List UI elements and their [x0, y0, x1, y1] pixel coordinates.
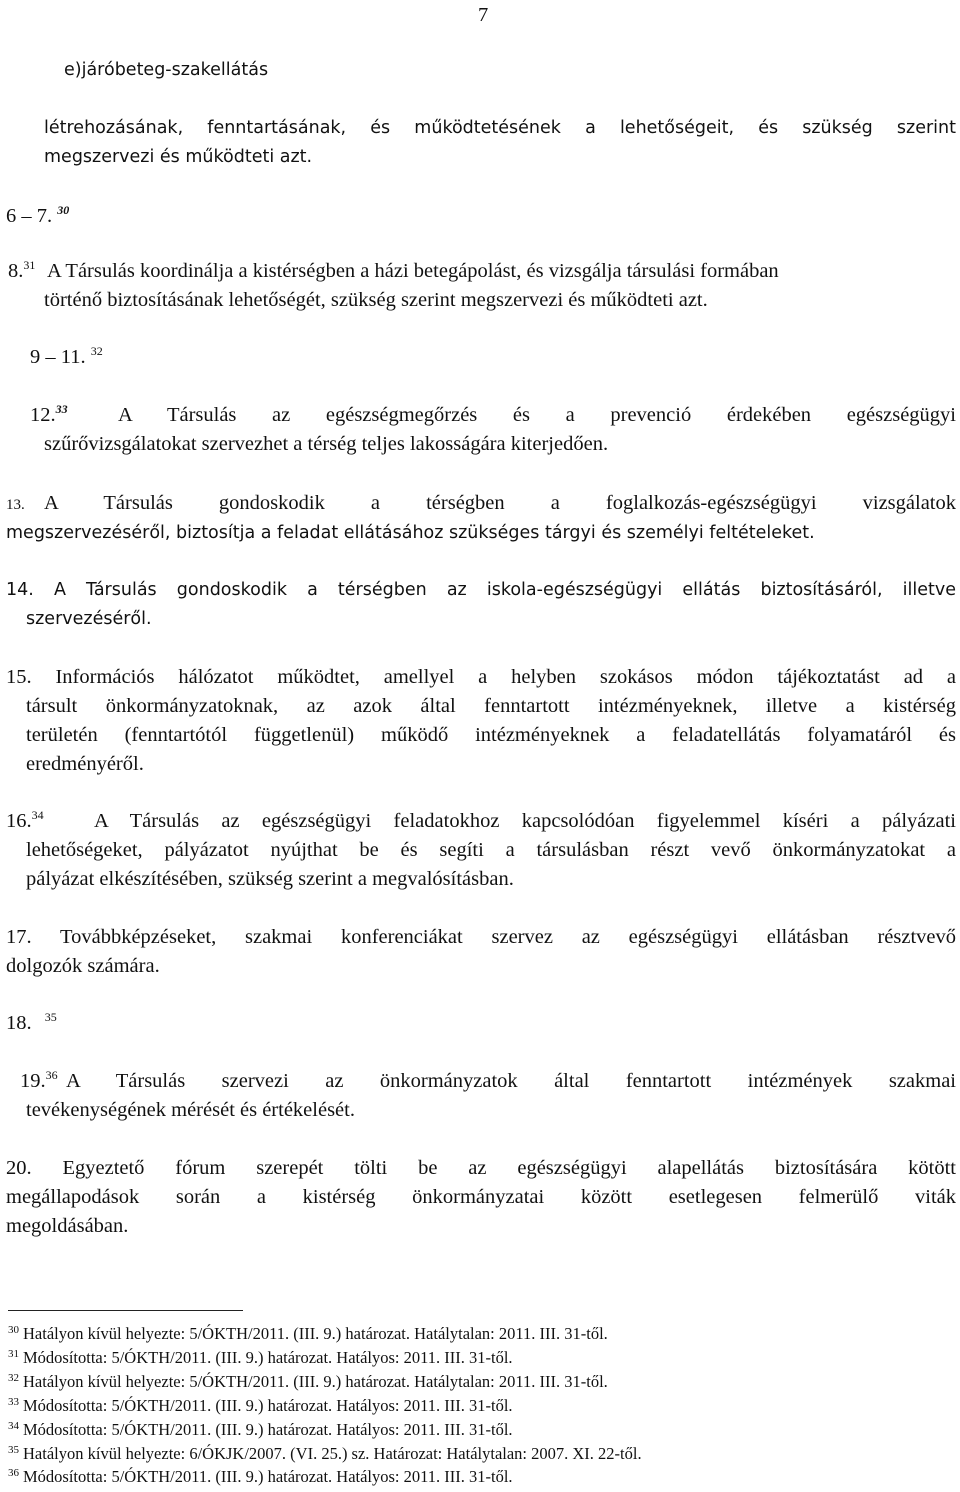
footnote-ref: 33 — [55, 402, 68, 417]
footnote-number: 32 — [8, 1371, 19, 1384]
point-8-number — [8, 258, 35, 284]
footnote-text: Módosította: 5/ÓKTH/2011. (III. 9.) határozat. Hatályos: 2011. III. 31-től. — [23, 1348, 513, 1367]
point-number: 6 – 7. — [6, 205, 53, 227]
footnote-ref: 30 — [57, 203, 70, 218]
paragraph-line: dolgozók számára. — [6, 955, 160, 977]
point-12-number — [30, 402, 68, 428]
paragraph-line: A Társulás koordinálja a kistérségben a házi betegápolást, és vizsgálja társulási formában — [47, 260, 779, 282]
point-18 — [6, 1010, 57, 1036]
point-16-number — [6, 808, 44, 834]
paragraph-line: A Társulás az egészségmegőrzés és a prevenció érdekében egészségügyi — [118, 404, 956, 426]
paragraph-line: 17. Továbbképzéseket, szakmai konferenciákat szervez az egészségügyi ellátásban résztvevő — [6, 926, 956, 948]
footnote — [8, 1468, 513, 1486]
point-number: 13. — [6, 497, 25, 513]
footnote-text: Módosította: 5/ÓKTH/2011. (III. 9.) határozat. Hatályos: 2011. III. 31-től. — [23, 1467, 513, 1486]
footnote-text: Módosította: 5/ÓKTH/2011. (III. 9.) határozat. Hatályos: 2011. III. 31-től. — [23, 1396, 513, 1415]
footnote-number: 34 — [8, 1419, 19, 1432]
footnote-number: 36 — [8, 1466, 19, 1479]
paragraph-line: pályázat elkészítésében, szükség szerint a megvalósításban. — [26, 868, 514, 890]
point-6-7 — [6, 203, 69, 229]
footnote-text: Hatályon kívül helyezte: 5/ÓKTH/2011. (III. 9.) határozat. Hatálytalan: 2011. III. 31-től. — [23, 1372, 608, 1391]
paragraph-e-line: megszervezi és működteti azt. — [44, 147, 313, 167]
paragraph-line: területén (fenntartótól függetlenül) működő intézményeknek a feladatellátás folyamatáról és — [26, 724, 956, 746]
paragraph-line: szűrővizsgálatokat szervezhet a térség teljes lakosságára kiterjedően. — [44, 433, 609, 455]
footnote — [8, 1325, 608, 1343]
paragraph-line: A Társulás az egészségügyi feladatokhoz kapcsolódóan figyelemmel kíséri a pályázati — [94, 810, 956, 832]
paragraph-line: történő biztosításának lehetőségét, szükség szerint megszervezi és működteti azt. — [44, 289, 708, 311]
point-number: 12. — [30, 404, 56, 426]
paragraph-line: megoldásában. — [6, 1215, 129, 1237]
footnote-number: 33 — [8, 1395, 19, 1408]
footnote-ref: 36 — [45, 1068, 58, 1083]
paragraph-line: társult önkormányzatoknak, az azok által fenntartott intézményeknek, illetve a kistérség — [26, 695, 956, 717]
paragraph-line: szervezéséről. — [26, 609, 152, 629]
paragraph-line: lehetőségeket, pályázatot nyújthat be és segíti a társulásban részt vevő önkormányzatokat a — [26, 839, 956, 861]
point-number: 9 – 11. — [30, 346, 86, 368]
paragraph-line: 15. Információs hálózatot működtet, amellyel a helyben szokásos módon tájékoztatást ad a — [6, 666, 956, 688]
paragraph-line: megállapodások során a kistérség önkormányzatai között esetlegesen felmerülő viták — [6, 1186, 956, 1208]
paragraph-line: 14. A Társulás gondoskodik a térségben az iskola-egészségügyi ellátás biztosításáról, illetve — [6, 580, 956, 600]
footnote — [8, 1421, 513, 1439]
footnote-number: 30 — [8, 1323, 19, 1336]
footnote — [8, 1445, 642, 1463]
paragraph-line: megszervezéséről, biztosítja a feladat ellátásához szükséges tárgyi és személyi feltételeket. — [6, 523, 815, 543]
paragraph-line: A Társulás szervezi az önkormányzatok által fenntartott intézmények szakmai — [66, 1070, 956, 1092]
footnote-number: 31 — [8, 1347, 19, 1360]
footnote-ref: 35 — [44, 1010, 57, 1025]
section-heading-e: e)járóbeteg-szakellátás — [64, 60, 269, 80]
point-number: 19. — [20, 1070, 46, 1092]
paragraph-e-line: létrehozásának, fenntartásának, és működtetésének a lehetőségeit, és szükség szerint — [44, 118, 956, 138]
paragraph-line: 20. Egyeztető fórum szerepét tölti be az egészségügyi alapellátás biztosítására kötött — [6, 1157, 956, 1179]
footnote-ref: 32 — [90, 344, 103, 359]
footnote-text: Hatályon kívül helyezte: 5/ÓKTH/2011. (III. 9.) határozat. Hatálytalan: 2011. III. 31-től. — [23, 1324, 608, 1343]
footnote-ref: 31 — [23, 258, 36, 273]
point-number: 18. — [6, 1012, 32, 1034]
footnote-text: Módosította: 5/ÓKTH/2011. (III. 9.) határozat. Hatályos: 2011. III. 31-től. — [23, 1420, 513, 1439]
point-number: 8. — [8, 260, 24, 282]
point-number: 16. — [6, 810, 32, 832]
paragraph-line: eredményéről. — [26, 753, 144, 775]
footnote — [8, 1349, 513, 1367]
footnote-text: Hatályon kívül helyezte: 6/ÓKJK/2007. (VI. 25.) sz. Határozat: Hatálytalan: 2007. XI. 22-től. — [23, 1444, 642, 1463]
footnote — [8, 1373, 608, 1391]
point-9-11 — [30, 344, 103, 370]
footnote — [8, 1397, 513, 1415]
page-number: 7 — [478, 4, 489, 26]
paragraph-line: tevékenységének mérését és értékelését. — [26, 1099, 355, 1121]
footnote-separator — [8, 1310, 243, 1311]
paragraph-line: A Társulás gondoskodik a térségben a foglalkozás-egészségügyi vizsgálatok — [44, 492, 956, 514]
footnote-number: 35 — [8, 1443, 19, 1456]
point-19-number — [20, 1068, 58, 1094]
footnote-ref: 34 — [31, 808, 44, 823]
